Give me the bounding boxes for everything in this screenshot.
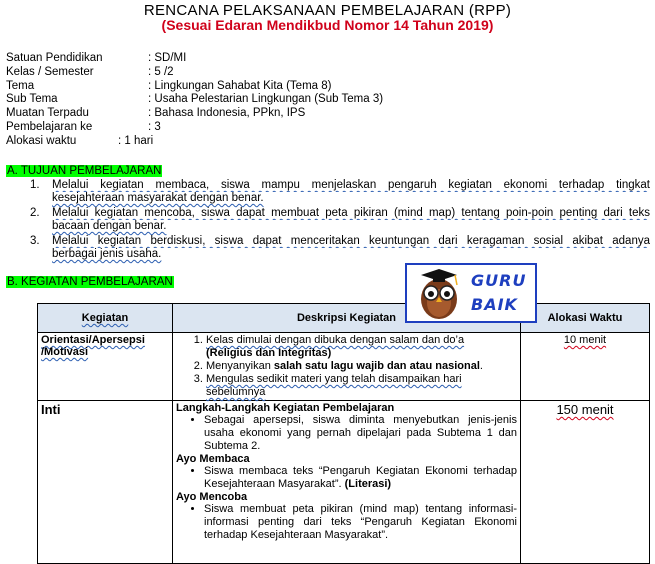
list-item-bold: salah satu lagu wajib dan atau nasional: [273, 360, 480, 372]
list-item: [206, 360, 517, 373]
identity-label-muatan: Muatan Terpadu: [6, 107, 89, 119]
guru-baik-logo: [405, 263, 537, 323]
header-alokasi-text: Alokasi Waktu: [547, 312, 623, 324]
list-item: [204, 414, 517, 453]
row1-alokasi-text: 10 menit: [563, 334, 607, 346]
header-alokasi: [521, 304, 650, 333]
table-header-row: [38, 304, 650, 333]
identity-label-alokasi: Alokasi waktu: [6, 135, 77, 147]
objective-item: [52, 235, 650, 261]
list-item-text: Siswa membaca teks “Pengaruh Kegiatan Ekonomi terhadap Kesejahteraan Masyarakat”.: [204, 465, 517, 490]
identity-value-kelas: : 5 /2: [148, 66, 174, 78]
row2-subheading-mencoba: Ayo Mencoba: [176, 491, 248, 503]
row2-kegiatan: [38, 401, 173, 564]
row2-list-1: [176, 414, 517, 453]
section-a-heading: [6, 165, 162, 177]
list-item: [204, 503, 517, 542]
list-item: [206, 373, 517, 399]
objective-line: Melalui kegiatan membaca, siswa mampu menjelaskan pengaruh kegiatan ekonomi terhadap tingkat: [52, 179, 650, 191]
logo-text-baik: BAIK: [471, 295, 518, 314]
objective-line: Melalui kegiatan mencoba, siswa dapat membuat peta pikiran (mind map) tentang poin-poin penting dari teks: [52, 207, 650, 219]
row2-list-3: [176, 503, 517, 542]
identity-value-satuan: : SD/MI: [148, 52, 187, 64]
objective-item: [52, 179, 650, 205]
row1-alokasi: [521, 333, 650, 401]
activities-table: [37, 303, 650, 564]
row1-deskripsi: [173, 333, 521, 401]
table-row: [38, 333, 650, 401]
objective-line: berbagai jenis usaha.: [52, 248, 162, 260]
objective-number: 3.: [30, 235, 40, 247]
identity-value-tema: : Lingkungan Sahabat Kita (Tema 8): [148, 80, 332, 92]
identity-value-alokasi: : 1 hari: [118, 135, 154, 147]
objective-line: kesejahteraan masyarakat dengan benar.: [52, 192, 264, 204]
identity-value-pembelajaran: : 3: [148, 121, 161, 133]
row1-kegiatan-text: Orientasi/Apersepsi /Motivasi: [41, 334, 145, 358]
row1-kegiatan: [38, 333, 173, 401]
identity-label-subtema: Sub Tema: [6, 93, 58, 105]
list-item: [204, 465, 517, 491]
section-b-label: B. KEGIATAN PEMBELAJARAN: [7, 276, 173, 288]
objective-line: Melalui kegiatan berdiskusi, siswa dapat menceritakan keuntungan dari keragaman sosial akibat adanya: [52, 235, 650, 247]
header-kegiatan: [38, 304, 173, 333]
owl-icon: [411, 265, 469, 321]
identity-value-subtema: : Usaha Pelestarian Lingkungan (Sub Tema 3): [148, 93, 384, 105]
row2-deskripsi: [173, 401, 521, 564]
objective-number: 1.: [30, 179, 40, 191]
section-a-label: A. TUJUAN PEMBELAJARAN: [7, 165, 162, 177]
list-item-text: Menyanyikan: [206, 360, 274, 372]
list-item-bold: (Literasi): [341, 478, 392, 490]
list-item-text: Sebagai apersepsi, siswa diminta menyebutkan jenis-jenis usaha ekonomi yang pernah dipelajari pada Subtema 1 dan Subtema 2.: [204, 414, 517, 452]
header-kegiatan-text: Kegiatan: [81, 312, 129, 324]
document-title: RENCANA PELAKSANAAN PEMBELAJARAN (RPP): [143, 2, 512, 19]
logo-text-guru: GURU: [471, 271, 527, 290]
section-b-heading: [6, 276, 174, 288]
list-item-text: Mengulas sedikit materi yang telah disampaikan hari sebelumnya: [206, 373, 462, 398]
identity-value-muatan: : Bahasa Indonesia, PPkn, IPS: [148, 107, 306, 119]
objective-item: [52, 207, 650, 233]
identity-label-kelas: Kelas / Semester: [6, 66, 94, 78]
row2-list-2: [176, 465, 517, 491]
row2-alokasi: [521, 401, 650, 564]
row2-heading: Langkah-Langkah Kegiatan Pembelajaran: [176, 402, 395, 414]
identity-label-tema: Tema: [6, 80, 35, 92]
identity-label-satuan: Satuan Pendidikan: [6, 52, 103, 64]
list-item-bold: (Religius dan Integritas): [206, 347, 332, 359]
header-deskripsi-text: Deskripsi Kegiatan: [296, 312, 397, 324]
objective-number: 2.: [30, 207, 40, 219]
list-item-text: Kelas dimulai dengan dibuka dengan salam dan do’a: [206, 334, 465, 346]
row2-kegiatan-text: Inti: [41, 402, 61, 417]
document-subtitle: (Sesuai Edaran Mendikbud Nomor 14 Tahun 2019): [161, 17, 494, 33]
list-item-after: .: [479, 360, 483, 372]
identity-label-pembelajaran: Pembelajaran ke: [6, 121, 93, 133]
table-row: [38, 401, 650, 564]
row2-alokasi-text: 150 menit: [556, 402, 614, 417]
row2-subheading-membaca: Ayo Membaca: [176, 453, 250, 465]
list-item-text: Siswa membuat peta pikiran (mind map) tentang informasi-informasi penting dari teks “Pengaruh Kegiatan Ekonomi terhadap Kesejahteraan Masyarakat”.: [204, 503, 517, 541]
list-item: [206, 334, 517, 360]
row1-list: [176, 334, 517, 399]
objective-line: bacaan dengan benar.: [52, 220, 167, 232]
